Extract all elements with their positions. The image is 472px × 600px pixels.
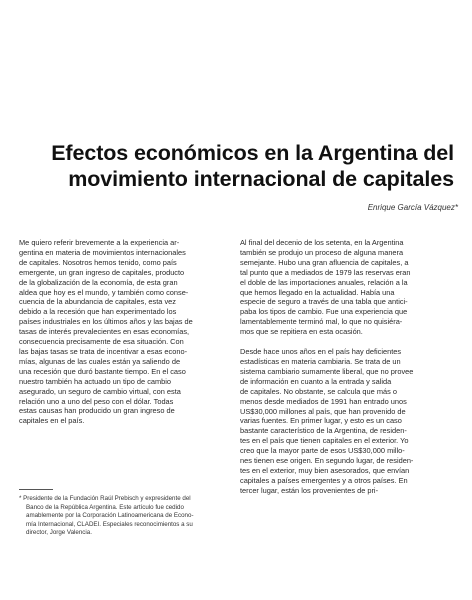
body-line: relación uno a uno del peso con el dólar. Todas (19, 396, 174, 406)
title-line-2: movimiento internacional de capitales (68, 167, 454, 191)
footnote (19, 495, 219, 538)
body-line: países industriales en los últimos años y las bajas de (19, 317, 193, 327)
body-line: paba los tipos de cambio. Fue una experiencia que (240, 307, 408, 317)
body-line: gentina en materia de movimientos internacionales (19, 247, 186, 257)
body-line: el doble de las importaciones anuales, relación a la (240, 277, 408, 287)
body-line: lamentablemente terminó mal, lo que no quisiéra- (240, 317, 403, 327)
article-title (20, 140, 454, 192)
body-line: creo que la mayor parte de esos US$30,000 millo- (240, 446, 405, 456)
left-column (19, 238, 217, 426)
body-line: las bajas tasas se trata de incentivar a esas econo- (19, 346, 188, 356)
author-byline: Enrique García Vázquez* (367, 203, 458, 212)
body-line: tes en el país que tienen capitales en el exterior. Yo (240, 436, 409, 446)
body-line: US$30,000 millones al país, que han provenido de (240, 406, 406, 416)
body-line: nuestro también ha actuado un tipo de cambio (19, 376, 172, 386)
right-column (240, 238, 445, 496)
body-line: estadísticas en materia cambiaria. Se trata de un (240, 356, 401, 366)
body-line: menos desde mediados de 1991 han entrado unos (240, 396, 407, 406)
footnote-line: mía Internacional, CLADEI. Especiales reconocimientos a su (26, 520, 193, 528)
body-line: tes en el exterior, muy bien asesorados, que envían (240, 465, 410, 475)
body-line: una recesión que duró bastante tiempo. En el caso (19, 366, 186, 376)
body-line: debido a la recesión que han experimentado los (19, 307, 177, 317)
body-line: de capitales. Nosotros hemos tenido, como país (19, 257, 177, 267)
body-line: Me quiero referir brevemente a la experiencia ar- (19, 238, 180, 247)
paragraph-gap (240, 337, 445, 347)
body-line: aldea que hoy es el mundo, y también como conse- (19, 287, 189, 297)
body-line: especie de seguro a través de una tabla que antici- (240, 297, 408, 307)
body-line: de la globalización de la economía, de esta gran (19, 277, 178, 287)
body-line: mos que se repitiera en esta ocasión. (240, 327, 363, 337)
body-line: tal punto que a mediados de 1979 las reservas eran (240, 267, 411, 277)
body-line: capitales en el país. (19, 416, 85, 426)
body-line: tasas de interés prevalecientes en esas economías, (19, 327, 190, 337)
body-line: tercer lugar, están los provenientes de pri- (240, 485, 379, 495)
footnote-line: amablemente por la Corporación Latinoamericana de Econo- (26, 512, 194, 520)
body-line: de información en cuanto a la entrada y salida (240, 376, 392, 386)
footnote-divider (19, 489, 53, 490)
body-line: sistema cambiario sumamente liberal, que no provee (240, 366, 414, 376)
body-line: Al final del decenio de los setenta, en la Argentina (240, 238, 404, 247)
body-line: mías, algunas de las cuales están ya saliendo de (19, 356, 181, 366)
body-line: estas causas han producido un gran ingreso de (19, 406, 175, 416)
body-line: que hemos llegado en la actualidad. Había una (240, 287, 395, 297)
footnote-line: Banco de la República Argentina. Este artículo fue cedido (26, 503, 184, 511)
body-line: también se produjo un proceso de alguna manera (240, 247, 404, 257)
body-line: emergente, un gran ingreso de capitales, producto (19, 267, 185, 277)
title-line-1: Efectos económicos en la Argentina del (51, 141, 454, 165)
footnote-line: * Presidente de la Fundación Raúl Prebisch y expresidente del (19, 495, 191, 502)
body-line: nes tienen ese origen. En segundo lugar, de residen- (240, 456, 414, 466)
body-line: bastante característico de la Argentina, de residen- (240, 426, 407, 436)
footnote-line: director, Jorge Valencia. (26, 529, 92, 537)
body-line: varias fuentes. En primer lugar, y esto es un caso (240, 416, 402, 426)
body-line: consecuencia precisamente de esa situación. Con (19, 337, 184, 347)
body-line: capitales a países emergentes y a otros países. En (240, 475, 408, 485)
body-line: semejante. Hubo una gran afluencia de capitales, a (240, 257, 409, 267)
body-line: cuencia de la abundancia de capitales, esta vez (19, 297, 176, 307)
body-line: de capitales. No obstante, se calcula que más o (240, 386, 397, 396)
body-line: asegurado, un seguro de cambio virtual, con esta (19, 386, 181, 396)
body-line: Desde hace unos años en el país hay deficientes (240, 347, 402, 357)
